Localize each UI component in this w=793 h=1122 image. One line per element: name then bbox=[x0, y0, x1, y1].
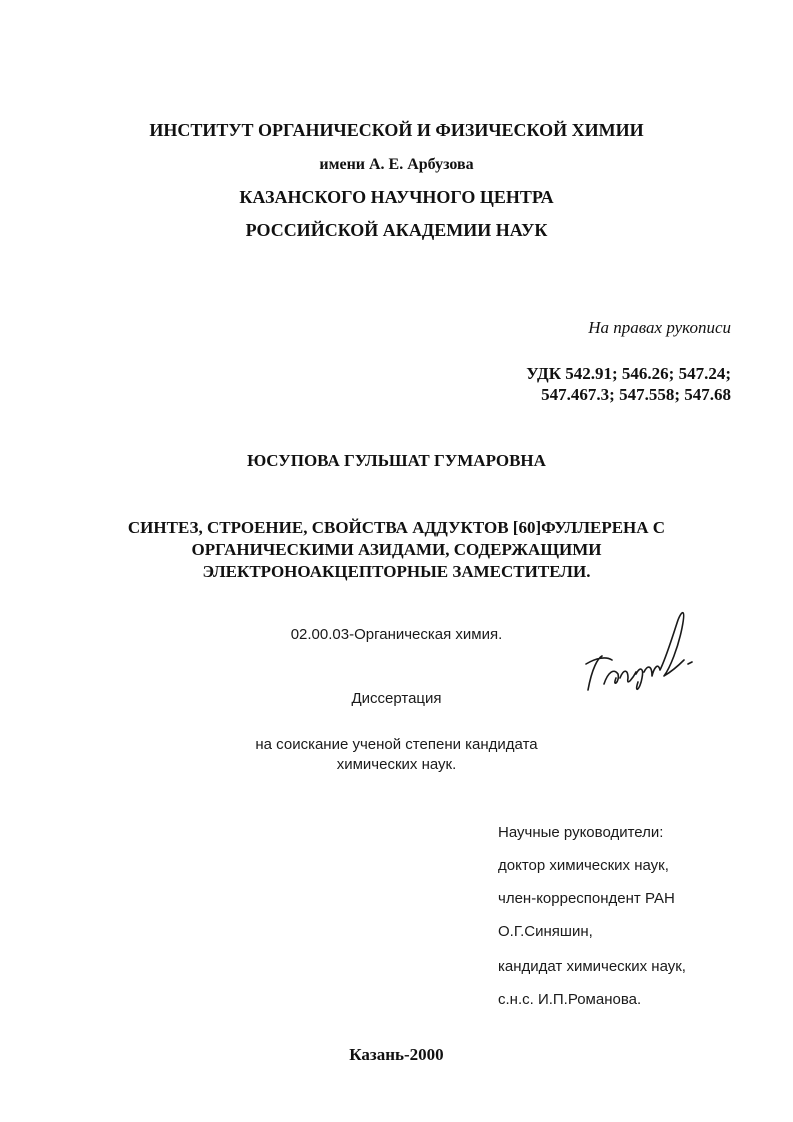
dissertation-title-line-1: СИНТЕЗ, СТРОЕНИЕ, СВОЙСТВА АДДУКТОВ [60]ФУЛЛЕРЕНА С bbox=[127, 518, 666, 537]
author-name: ЮСУПОВА ГУЛЬШАТ ГУМАРОВНА bbox=[247, 451, 546, 470]
supervisors-heading: Научные руководители: bbox=[498, 824, 664, 841]
udk-line-2: 547.467.3; 547.558; 547.68 bbox=[541, 385, 731, 404]
supervisor-1-title: член-корреспондент РАН bbox=[498, 890, 675, 907]
dissertation-title-line-3: ЭЛЕКТРОНОАКЦЕПТОРНЫЕ ЗАМЕСТИТЕЛИ. bbox=[202, 562, 591, 581]
supervisor-2-name: с.н.с. И.П.Романова. bbox=[498, 991, 642, 1008]
supervisor-2-degree: кандидат химических наук, bbox=[498, 958, 686, 975]
institute-name: ИНСТИТУТ ОРГАНИЧЕСКОЙ И ФИЗИЧЕСКОЙ ХИМИИ bbox=[149, 120, 644, 140]
udk-line-1: УДК 542.91; 546.26; 547.24; bbox=[526, 364, 731, 383]
degree-line-2: химических наук. bbox=[336, 756, 457, 773]
dissertation-title-line-2: ОРГАНИЧЕСКИМИ АЗИДАМИ, СОДЕРЖАЩИМИ bbox=[191, 540, 602, 559]
manuscript-rights-note: На правах рукописи bbox=[588, 318, 731, 337]
document-type: Диссертация bbox=[351, 690, 442, 707]
supervisor-1-name: О.Г.Синяшин, bbox=[498, 923, 593, 940]
degree-line-1: на соискание ученой степени кандидата bbox=[255, 736, 538, 753]
scientific-center: КАЗАНСКОГО НАУЧНОГО ЦЕНТРА bbox=[239, 187, 554, 207]
supervisor-1-degree: доктор химических наук, bbox=[498, 857, 669, 874]
city-and-year: Казань-2000 bbox=[349, 1045, 444, 1064]
institute-named-after: имени А. Е. Арбузова bbox=[319, 156, 474, 173]
specialty-code: 02.00.03-Органическая химия. bbox=[290, 626, 503, 643]
academy-name: РОССИЙСКОЙ АКАДЕМИИ НАУК bbox=[245, 220, 548, 240]
